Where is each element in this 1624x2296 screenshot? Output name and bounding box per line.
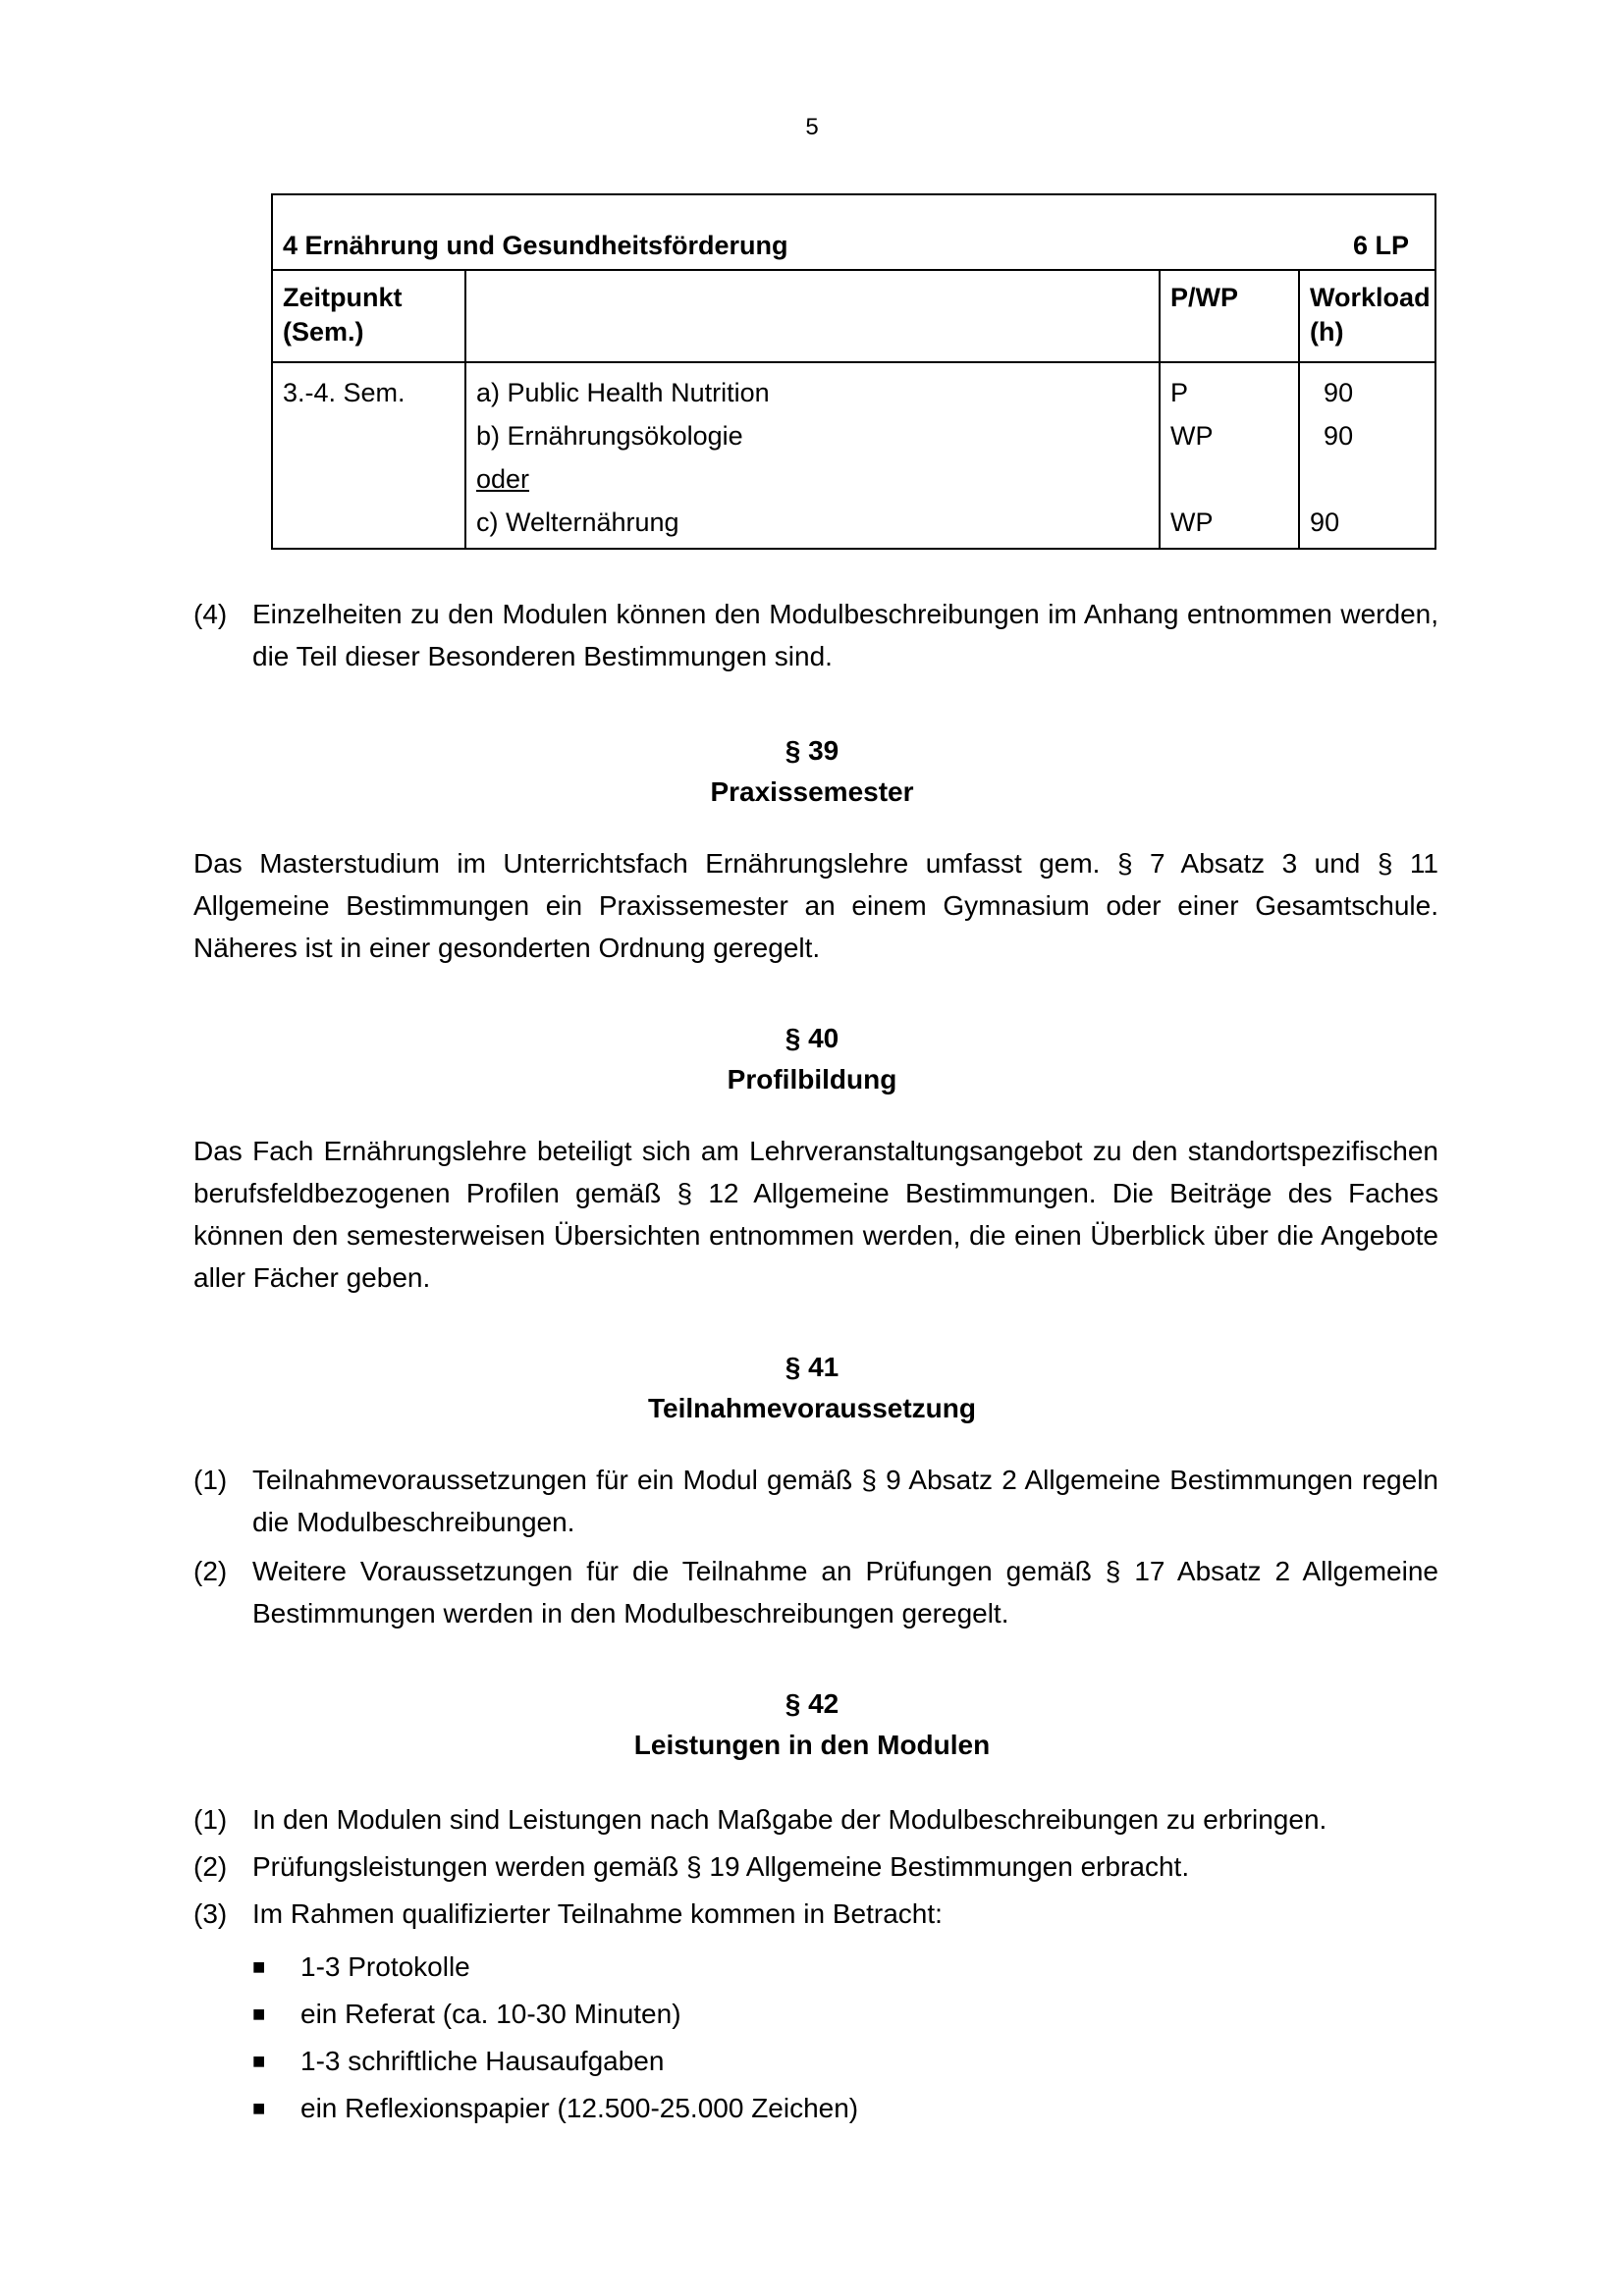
section-42-item-3 bbox=[193, 1891, 1438, 1938]
section-40-title: Profilbildung bbox=[727, 1064, 897, 1095]
page-number: 5 bbox=[805, 114, 819, 140]
bullet-list bbox=[252, 1944, 858, 2132]
section-41-title: Teilnahmevoraussetzung bbox=[647, 1393, 976, 1423]
course-label-oder: oder bbox=[475, 464, 530, 494]
section-42-item-3-text: Im Rahmen qualifizierter Teilnahme kommen in Betracht: bbox=[252, 1898, 943, 1929]
header-workload-line1: Workload bbox=[1310, 283, 1431, 312]
paragraph-4-number: (4) bbox=[193, 599, 228, 629]
header-pwp: P/WP bbox=[1160, 270, 1299, 362]
bullet-item-2 bbox=[252, 1991, 858, 2038]
module-header-row bbox=[272, 270, 1435, 362]
module-title: 4 Ernährung und Gesundheitsförderung bbox=[283, 231, 788, 260]
header-course bbox=[465, 270, 1160, 362]
pwp-cell bbox=[1160, 362, 1299, 549]
pwp-oder bbox=[1170, 457, 1288, 501]
workload-c: 90 bbox=[1310, 507, 1340, 537]
header-zeitpunkt-line2: (Sem.) bbox=[283, 317, 364, 347]
course-cell bbox=[465, 362, 1160, 549]
pwp-a: P bbox=[1170, 378, 1189, 407]
section-41-number: § 41 bbox=[785, 1352, 839, 1382]
module-title-row bbox=[272, 194, 1435, 270]
bullet-text-2: ein Referat (ca. 10-30 Minuten) bbox=[300, 1999, 681, 2029]
section-41-item-1 bbox=[193, 1459, 1438, 1543]
bullet-square-icon: ■ bbox=[252, 1954, 266, 1979]
section-42-item-2 bbox=[193, 1843, 1438, 1891]
section-42-item-1-number: (1) bbox=[193, 1804, 228, 1835]
paragraph-4 bbox=[193, 593, 1438, 677]
semester-cell: 3.-4. Sem. bbox=[272, 362, 465, 549]
section-41-item-1-text: Teilnahmevoraussetzungen für ein Modul gemäß § 9 Absatz 2 Allgemeine Bestimmungen regeln die Modulbeschreibungen. bbox=[252, 1465, 1438, 1537]
course-label-c: c) Welternährung bbox=[475, 507, 679, 537]
bullet-item-3 bbox=[252, 2038, 858, 2085]
workload-oder bbox=[1310, 457, 1425, 501]
bullet-text-4: ein Reflexionspapier (12.500-25.000 Zeichen) bbox=[300, 2093, 859, 2123]
bullet-item-1 bbox=[252, 1944, 858, 1991]
section-42-item-2-number: (2) bbox=[193, 1851, 228, 1882]
workload-a: 90 bbox=[1324, 378, 1354, 407]
workload-cell bbox=[1299, 362, 1435, 549]
bullet-text-3: 1-3 schriftliche Hausaufgaben bbox=[300, 2046, 665, 2076]
paragraph-4-text: Einzelheiten zu den Modulen können den Modulbeschreibungen im Anhang entnommen werden, die Teil dieser Besonderen Bestimmungen sind. bbox=[252, 599, 1438, 671]
section-41-item-2-text: Weitere Voraussetzungen für die Teilnahme an Prüfungen gemäß § 17 Absatz 2 Allgemeine Bestimmungen werden in den Modulbeschreibungen geregelt. bbox=[252, 1556, 1438, 1629]
section-39-title: Praxissemester bbox=[710, 776, 914, 807]
workload-b: 90 bbox=[1324, 421, 1354, 451]
header-zeitpunkt bbox=[272, 270, 465, 362]
pwp-c: WP bbox=[1170, 507, 1214, 537]
bullet-square-icon: ■ bbox=[252, 2002, 266, 2026]
bullet-square-icon: ■ bbox=[252, 2049, 266, 2073]
header-workload bbox=[1299, 270, 1435, 362]
section-42-list bbox=[193, 1796, 1438, 1938]
section-41-item-2-number: (2) bbox=[193, 1556, 228, 1586]
section-40-text: Das Fach Ernährungslehre beteiligt sich am Lehrveranstaltungsangebot zu den standortspezifischen berufsfeldbezogenen Profilen gemäß § 12 Allgemeine Bestimmungen. Die Beiträge des Faches können den semesterweisen Übersichten entnommen werden, die einen Überblick über die Angebote aller Fächer geben. bbox=[193, 1136, 1438, 1293]
section-42-item-1-text: In den Modulen sind Leistungen nach Maßgabe der Modulbeschreibungen zu erbringen. bbox=[252, 1804, 1327, 1835]
section-42-item-3-number: (3) bbox=[193, 1898, 228, 1929]
course-label-b: b) Ernährungsökologie bbox=[475, 421, 743, 451]
section-42-item-1 bbox=[193, 1796, 1438, 1843]
module-table bbox=[271, 193, 1436, 550]
header-zeitpunkt-line1: Zeitpunkt bbox=[283, 283, 403, 312]
section-41-item-1-number: (1) bbox=[193, 1465, 228, 1495]
section-40-number: § 40 bbox=[785, 1023, 839, 1053]
section-42-title: Leistungen in den Modulen bbox=[633, 1730, 991, 1760]
course-label-a: a) Public Health Nutrition bbox=[475, 378, 770, 407]
module-body-row bbox=[272, 362, 1435, 549]
section-41-item-2 bbox=[193, 1550, 1438, 1634]
bullet-text-1: 1-3 Protokolle bbox=[300, 1951, 470, 1982]
section-39-number: § 39 bbox=[785, 735, 839, 766]
section-42-number: § 42 bbox=[785, 1688, 839, 1719]
section-41-list bbox=[193, 1459, 1438, 1634]
section-39-text: Das Masterstudium im Unterrichtsfach Ernährungslehre umfasst gem. § 7 Absatz 3 und § 11 Allgemeine Bestimmungen ein Praxissemester an einem Gymnasium oder einer Gesamtschule. Näheres ist in einer gesonderten Ordnung geregelt. bbox=[193, 848, 1438, 963]
section-42-item-2-text: Prüfungsleistungen werden gemäß § 19 Allgemeine Bestimmungen erbracht. bbox=[252, 1851, 1190, 1882]
bullet-square-icon: ■ bbox=[252, 2096, 266, 2120]
bullet-item-4 bbox=[252, 2085, 858, 2132]
module-credits: 6 LP bbox=[1352, 231, 1409, 260]
pwp-b: WP bbox=[1170, 421, 1214, 451]
header-workload-line2: (h) bbox=[1310, 317, 1344, 347]
